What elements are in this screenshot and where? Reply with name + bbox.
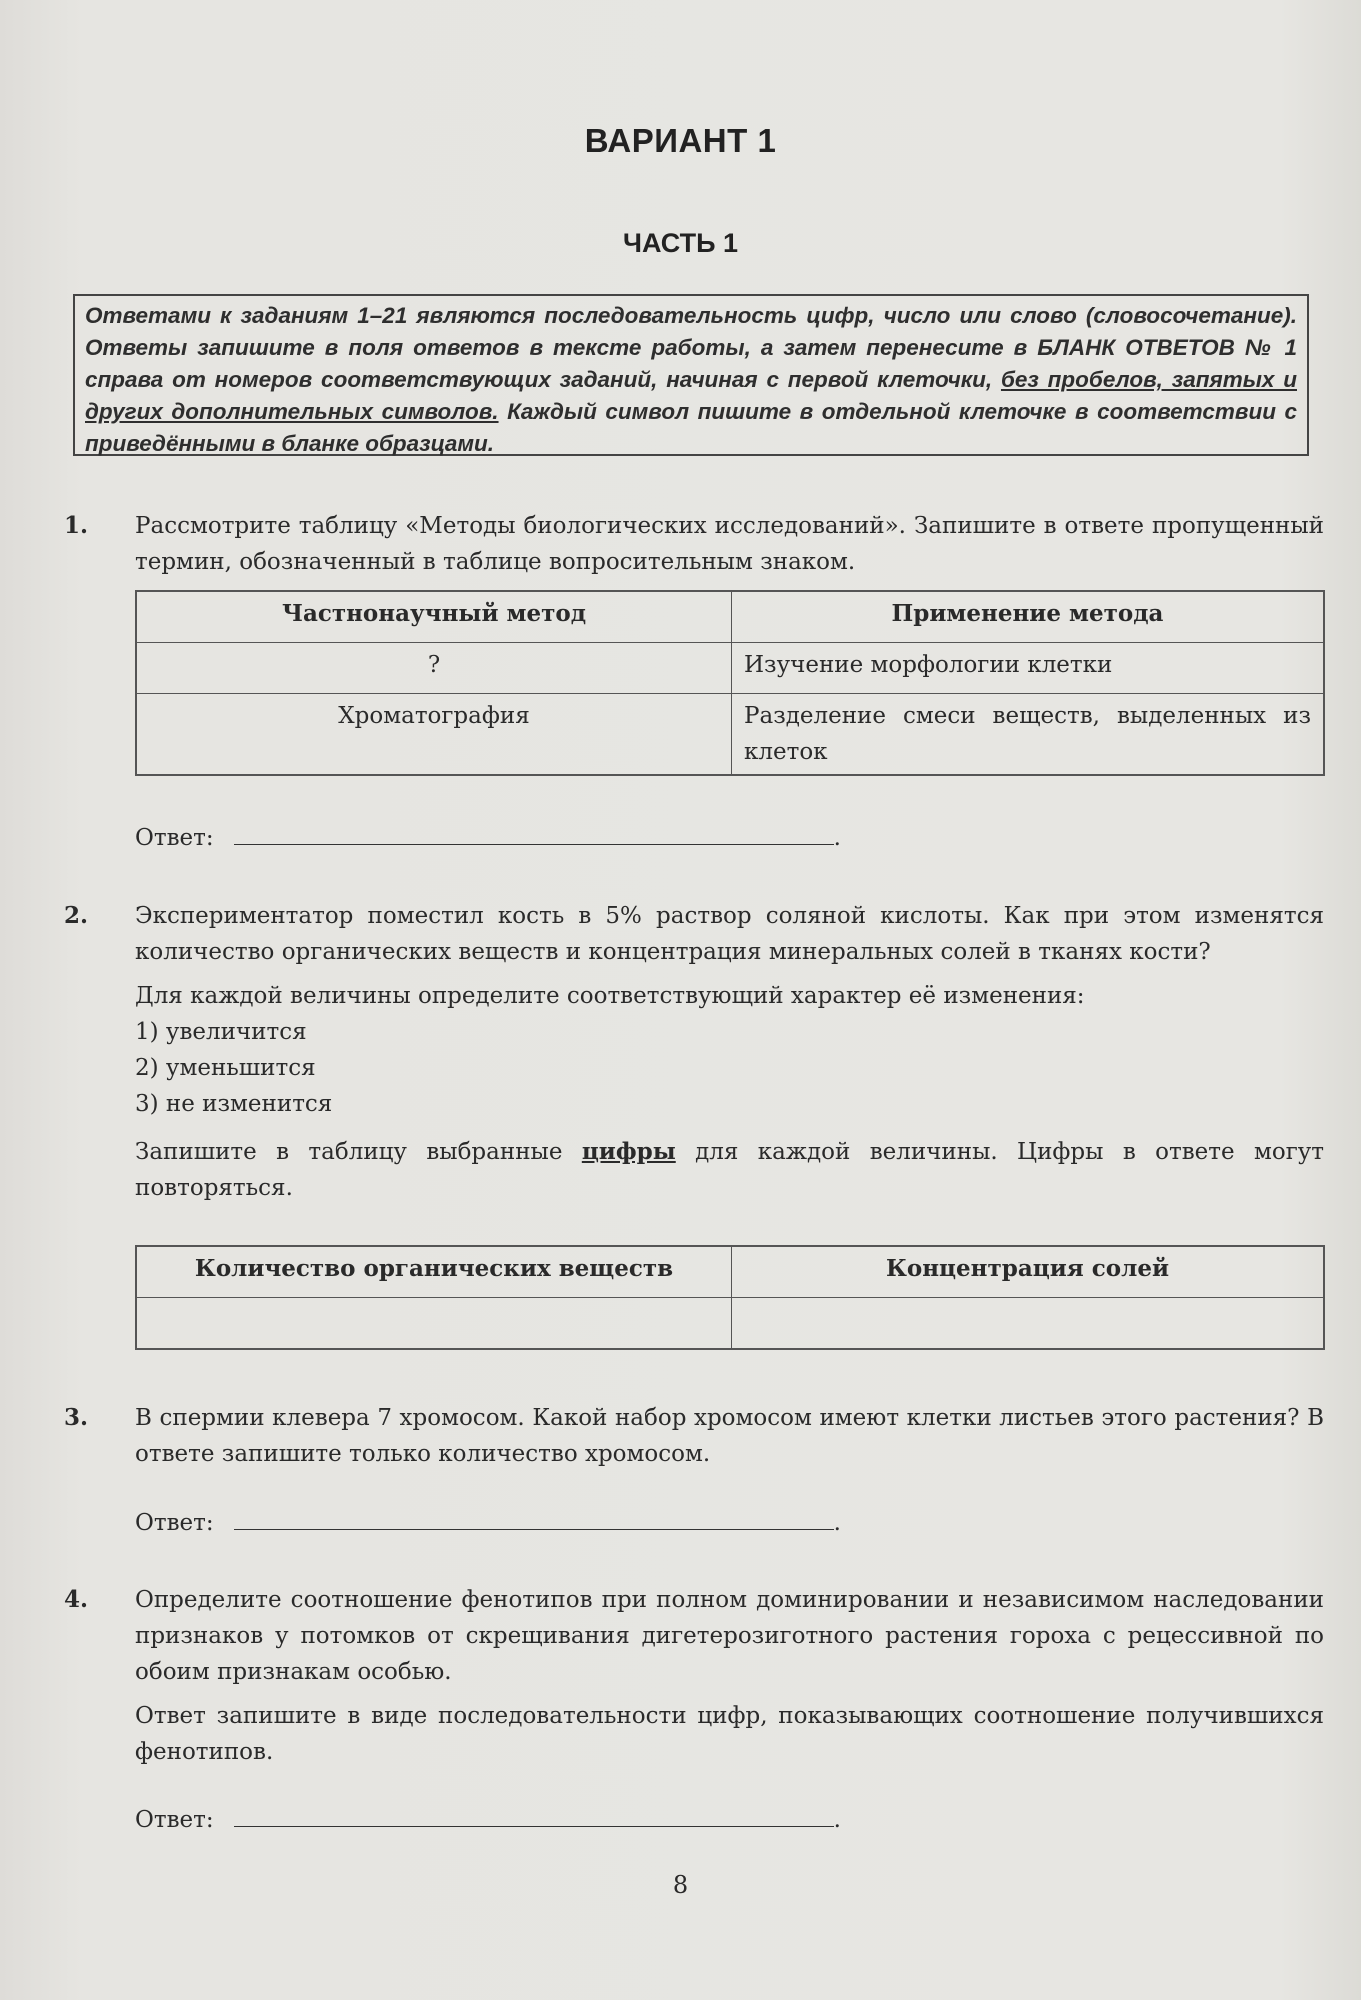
- instruction-emphasis: цифры: [581, 1138, 676, 1165]
- table-header: Количество органических веществ: [136, 1246, 732, 1298]
- instruction-underlined: без пробелов, запятых и других дополнительных символов.: [85, 367, 1297, 424]
- table-header: Частнонаучный метод: [136, 591, 732, 643]
- table-header: Концентрация солей: [732, 1246, 1325, 1298]
- variant-title: ВАРИАНТ 1: [584, 122, 777, 159]
- answer-field[interactable]: [234, 1503, 834, 1530]
- task-1: [64, 508, 1324, 580]
- answer-label: Ответ:: [135, 1510, 214, 1536]
- task-number: 3.: [64, 1404, 89, 1431]
- table-header: Применение метода: [732, 591, 1325, 643]
- instruction-text-end: Каждый символ пишите в отдельной клеточке в соответствии с приведёнными в бланке образцами.: [85, 399, 1297, 456]
- answer-4: Ответ: .: [135, 1800, 841, 1838]
- instruction-box: [73, 294, 1309, 456]
- task-text: Определите соотношение фенотипов при полном доминировании и независимом наследовании признаков у потомков от скрещивания дигетерозиготного растения гороха с рецессивной по обоим признакам особью.: [135, 1587, 1324, 1685]
- task-2: [64, 898, 1324, 1206]
- task-number: 2.: [64, 902, 89, 929]
- answer-cell[interactable]: [136, 1298, 732, 1350]
- task-text-2: Ответ запишите в виде последовательности цифр, показывающих соотношение получившихся фенотипов.: [135, 1703, 1324, 1765]
- methods-table: [135, 590, 1325, 776]
- task-number: 4.: [64, 1586, 89, 1613]
- answer-field[interactable]: [234, 1800, 834, 1827]
- answer-cell[interactable]: [732, 1298, 1325, 1350]
- table-cell: Изучение морфологии клетки: [732, 643, 1325, 694]
- answer-1: Ответ: .: [135, 818, 841, 856]
- answer-table-2: [135, 1245, 1325, 1350]
- answer-3: Ответ: .: [135, 1503, 841, 1541]
- table-cell: Разделение смеси веществ, выделенных из клеток: [732, 694, 1325, 776]
- task-4: [64, 1582, 1324, 1770]
- table-cell: ?: [136, 643, 732, 694]
- task-number: 1.: [64, 512, 89, 539]
- part-title: ЧАСТЬ 1: [622, 228, 739, 258]
- table-cell: Хроматография: [136, 694, 732, 776]
- task-text: Рассмотрите таблицу «Методы биологических исследований». Запишите в ответе пропущенный термин, обозначенный в таблице вопросительным знаком.: [135, 513, 1324, 575]
- task-text: Экспериментатор поместил кость в 5% раствор соляной кислоты. Как при этом изменятся количество органических веществ и концентрация минеральных солей в тканях кости?: [135, 903, 1324, 965]
- task-text: В спермии клевера 7 хромосом. Какой набор хромосом имеют клетки листьев этого растения? В ответе запишите только количество хромосом.: [135, 1405, 1324, 1467]
- task-3: [64, 1400, 1324, 1472]
- answer-label: Ответ:: [135, 1807, 214, 1833]
- instruction-part: Запишите в таблицу выбранные: [135, 1139, 582, 1165]
- answer-field[interactable]: [234, 818, 834, 845]
- instruction-part: для каждой величины. Цифры в ответе могут повторяться.: [135, 1139, 1325, 1201]
- option-item: 3) не изменится: [135, 1091, 333, 1117]
- answer-label: Ответ:: [135, 825, 214, 851]
- instruction-text: Ответами к заданиям 1–21 являются последовательность цифр, число или слово (словосочетание). Ответы запишите в поля ответов в тексте работы, а затем перенесите в БЛАНК ОТВЕТОВ № 1 справа от номеров соответствующих заданий, начиная с первой клеточки,: [85, 303, 1297, 392]
- option-item: 2) уменьшится: [135, 1055, 316, 1081]
- option-item: 1) увеличится: [135, 1019, 307, 1045]
- task-prompt: Для каждой величины определите соответствующий характер её изменения:: [135, 983, 1085, 1009]
- page-number: 8: [672, 1871, 689, 1899]
- task-instruction: [135, 1134, 1324, 1206]
